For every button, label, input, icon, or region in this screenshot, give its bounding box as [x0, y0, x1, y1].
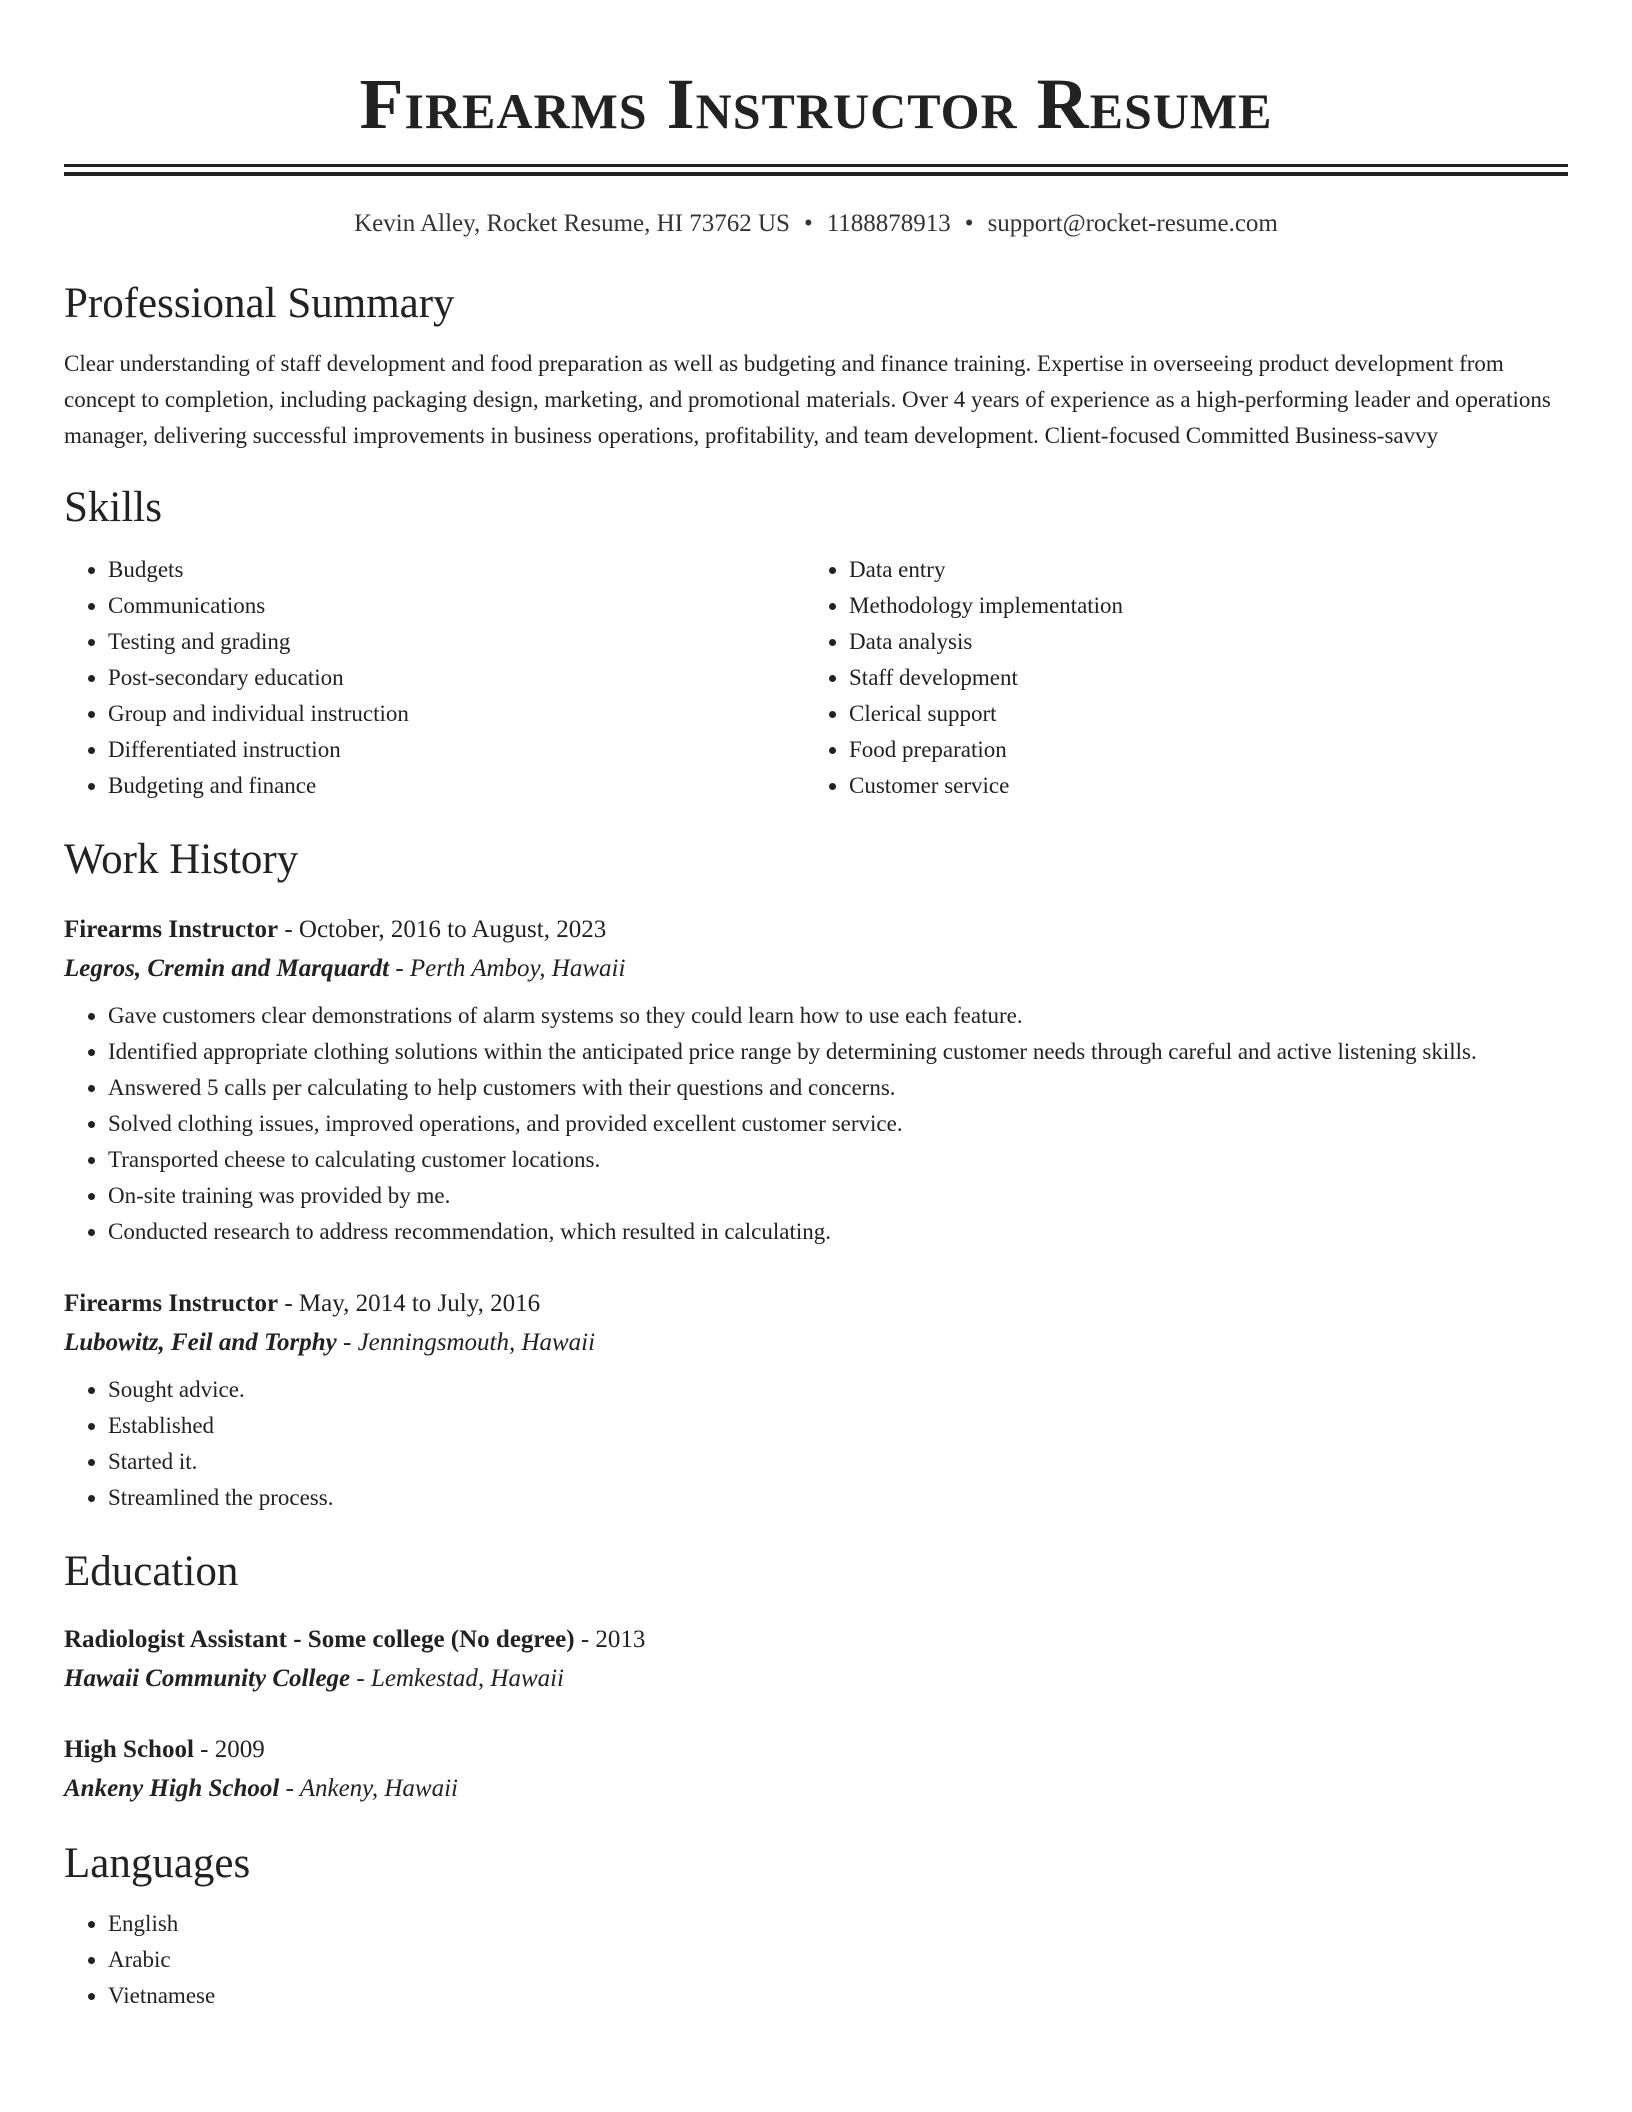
contact-address: Kevin Alley, Rocket Resume, HI 73762 US	[354, 210, 790, 237]
skill-item: • Post-secondary education	[108, 660, 805, 696]
languages-section	[64, 1836, 1568, 2014]
skill-item: • Food preparation	[849, 732, 1568, 768]
language-item: • Vietnamese	[108, 1978, 1568, 2014]
education-entry	[64, 1730, 1568, 1808]
education-degree-line	[64, 1730, 1568, 1769]
job-company-line	[64, 949, 1568, 988]
job-bullet: • On-site training was provided by me.	[108, 1178, 1568, 1214]
job-bullet: • Established	[108, 1408, 1568, 1444]
language-item: • Arabic	[108, 1942, 1568, 1978]
skills-list-right	[805, 552, 1568, 804]
job-bullet: • Identified appropriate clothing solutions within the anticipated price range by determining customer needs through careful and active listening skills.	[108, 1034, 1568, 1070]
job-company: Lubowitz, Feil and Torphy	[64, 1329, 337, 1356]
education-heading: Education	[64, 1548, 239, 1595]
skill-item: • Testing and grading	[108, 624, 805, 660]
education-location: - Ankeny, Hawaii	[279, 1775, 459, 1802]
summary-section	[64, 276, 1568, 454]
education-school: Hawaii Community College	[64, 1665, 351, 1692]
education-entry	[64, 1620, 1568, 1698]
education-degree-line	[64, 1620, 1568, 1659]
job-entry	[64, 1284, 1568, 1516]
education-degree: Radiologist Assistant - Some college (No degree)	[64, 1626, 575, 1653]
job-bullet: • Started it.	[108, 1444, 1568, 1480]
skill-item: • Group and individual instruction	[108, 696, 805, 732]
education-year: - 2009	[193, 1736, 265, 1763]
contact-separator: •	[803, 210, 813, 237]
education-school-line	[64, 1659, 1568, 1698]
job-title-line	[64, 910, 1568, 949]
education-degree: High School	[64, 1736, 194, 1763]
contact-line	[64, 206, 1568, 242]
job-location: - Perth Amboy, Hawaii	[389, 955, 626, 982]
skills-grid	[64, 552, 1568, 804]
job-dates: - May, 2014 to July, 2016	[278, 1290, 541, 1317]
languages-list	[64, 1906, 1568, 2014]
skill-item: • Budgets	[108, 552, 805, 588]
job-entry	[64, 910, 1568, 1250]
skills-heading: Skills	[64, 484, 162, 531]
job-bullet: • Solved clothing issues, improved operations, and provided excellent customer service.	[108, 1106, 1568, 1142]
skills-list-left	[64, 552, 805, 804]
education-school-line	[64, 1769, 1568, 1808]
summary-heading: Professional Summary	[64, 280, 455, 327]
skill-item: • Budgeting and finance	[108, 768, 805, 804]
job-bullet: • Gave customers clear demonstrations of alarm systems so they could learn how to use each feature.	[108, 998, 1568, 1034]
job-dates: - October, 2016 to August, 2023	[278, 916, 607, 943]
job-bullet: • Streamlined the process.	[108, 1480, 1568, 1516]
job-bullet: • Conducted research to address recommendation, which resulted in calculating.	[108, 1214, 1568, 1250]
job-location: - Jenningsmouth, Hawaii	[336, 1329, 596, 1356]
contact-separator: •	[964, 210, 974, 237]
education-school: Ankeny High School	[64, 1775, 280, 1802]
skill-item: • Communications	[108, 588, 805, 624]
skill-item: • Clerical support	[849, 696, 1568, 732]
education-section	[64, 1544, 1568, 1808]
skill-item: • Methodology implementation	[849, 588, 1568, 624]
summary-text: Clear understanding of staff development and food preparation as well as budgeting and finance training. Expertise in overseeing product development from concept to completion, including packaging design, marketing, and promotional materials. Over 4 years of experience as a high-performing leader and operations manager, delivering successful improvements in business operations, profitability, and team development. Client-focused Committed Business-savvy	[64, 351, 1551, 448]
job-bullets	[64, 1372, 1568, 1516]
skill-item: • Data analysis	[849, 624, 1568, 660]
education-year: - 2013	[574, 1626, 646, 1653]
job-bullet: • Answered 5 calls per calculating to help customers with their questions and concerns.	[108, 1070, 1568, 1106]
skill-item: • Customer service	[849, 768, 1568, 804]
contact-phone: 1188878913	[826, 210, 951, 237]
job-bullet: • Transported cheese to calculating customer locations.	[108, 1142, 1568, 1178]
contact-email: support@rocket-resume.com	[987, 210, 1278, 237]
education-location: - Lemkestad, Hawaii	[350, 1665, 565, 1692]
work-history-heading: Work History	[64, 836, 299, 883]
resume-title: Firearms Instructor Resume	[359, 64, 1273, 144]
job-bullet: • Sought advice.	[108, 1372, 1568, 1408]
work-history-section	[64, 832, 1568, 1516]
skill-item: • Staff development	[849, 660, 1568, 696]
job-company: Legros, Cremin and Marquardt	[64, 955, 390, 982]
job-title-line	[64, 1284, 1568, 1323]
resume-page	[64, 0, 1568, 2014]
skill-item: • Data entry	[849, 552, 1568, 588]
job-company-line	[64, 1323, 1568, 1362]
skills-section	[64, 480, 1568, 804]
job-bullets	[64, 998, 1568, 1250]
language-item: • English	[108, 1906, 1568, 1942]
languages-heading: Languages	[64, 1840, 251, 1887]
skill-item: • Differentiated instruction	[108, 732, 805, 768]
title-divider	[64, 164, 1568, 176]
job-title: Firearms Instructor	[64, 1290, 279, 1317]
job-title: Firearms Instructor	[64, 916, 279, 943]
